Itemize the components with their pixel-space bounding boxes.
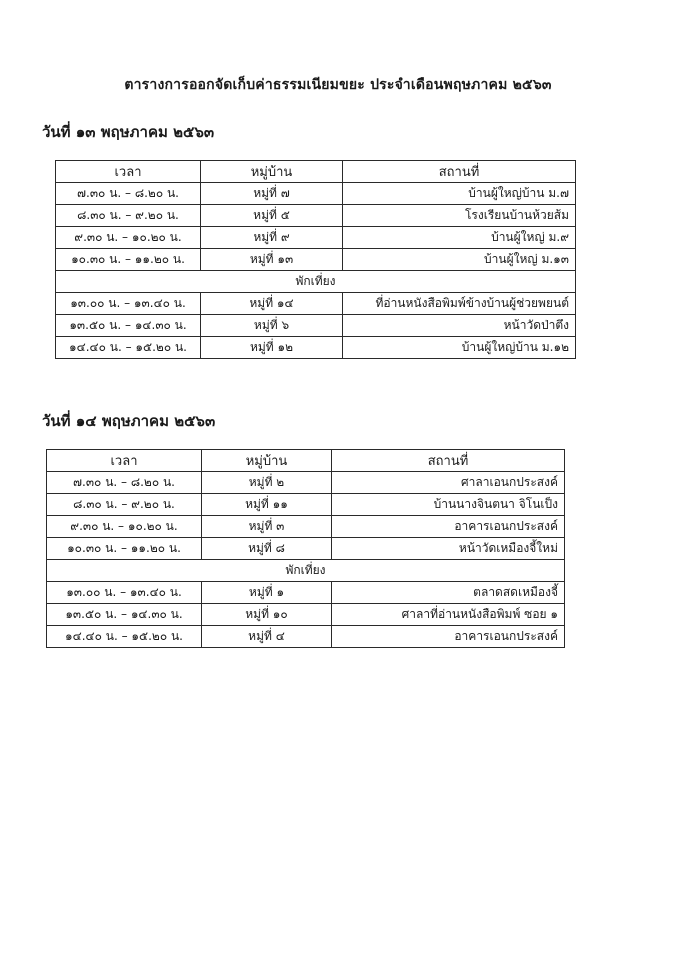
table-header-row xyxy=(56,161,576,183)
village-cell: หมู่ที่ ๑ xyxy=(202,582,332,604)
table-row xyxy=(47,582,565,604)
place-cell: บ้านผู้ใหญ่ ม.๙ xyxy=(343,227,576,249)
time-cell: ๑๔.๔๐ น. – ๑๕.๒๐ น. xyxy=(56,337,201,359)
village-cell: หมู่ที่ ๑๐ xyxy=(202,604,332,626)
place-cell: บ้านผู้ใหญ่บ้าน ม.๗ xyxy=(343,183,576,205)
table-body xyxy=(47,472,565,648)
time-cell: ๗.๓๐ น. – ๘.๒๐ น. xyxy=(56,183,201,205)
village-cell: หมู่ที่ ๕ xyxy=(201,205,343,227)
column-header-village: หมู่บ้าน xyxy=(202,450,332,472)
place-cell: ตลาดสดเหมืองจี้ xyxy=(332,582,565,604)
time-cell: ๑๐.๓๐ น. – ๑๑.๒๐ น. xyxy=(47,538,202,560)
time-cell: ๑๓.๕๐ น. – ๑๔.๓๐ น. xyxy=(47,604,202,626)
time-cell: ๙.๓๐ น. – ๑๐.๒๐ น. xyxy=(47,516,202,538)
time-cell: ๙.๓๐ น. – ๑๐.๒๐ น. xyxy=(56,227,201,249)
table-row xyxy=(56,205,576,227)
table-row xyxy=(56,227,576,249)
column-header-time: เวลา xyxy=(56,161,201,183)
time-cell: ๗.๓๐ น. – ๘.๒๐ น. xyxy=(47,472,202,494)
column-header-place: สถานที่ xyxy=(332,450,565,472)
village-cell: หมู่ที่ ๑๔ xyxy=(201,293,343,315)
schedule-table-day-14 xyxy=(46,449,565,648)
column-header-village: หมู่บ้าน xyxy=(201,161,343,183)
table-row xyxy=(47,494,565,516)
time-cell: ๘.๓๐ น. – ๙.๒๐ น. xyxy=(56,205,201,227)
lunch-break-row xyxy=(56,271,576,293)
village-cell: หมู่ที่ ๑๑ xyxy=(202,494,332,516)
lunch-break-label: พักเที่ยง xyxy=(56,271,576,293)
time-cell: ๘.๓๐ น. – ๙.๒๐ น. xyxy=(47,494,202,516)
place-cell: บ้านผู้ใหญ่ ม.๑๓ xyxy=(343,249,576,271)
place-cell: หน้าวัดเหมืองจี้ใหม่ xyxy=(332,538,565,560)
village-cell: หมู่ที่ ๘ xyxy=(202,538,332,560)
table-row xyxy=(47,538,565,560)
place-cell: ศาลาที่อ่านหนังสือพิมพ์ ซอย ๑ xyxy=(332,604,565,626)
place-cell: โรงเรียนบ้านห้วยส้ม xyxy=(343,205,576,227)
column-header-place: สถานที่ xyxy=(343,161,576,183)
day-heading: วันที่ ๑๓ พฤษภาคม ๒๕๖๓ xyxy=(42,123,215,141)
table-row xyxy=(56,183,576,205)
village-cell: หมู่ที่ ๑๒ xyxy=(201,337,343,359)
column-header-time: เวลา xyxy=(47,450,202,472)
table-header-row xyxy=(47,450,565,472)
day-heading: วันที่ ๑๔ พฤษภาคม ๒๕๖๓ xyxy=(42,412,216,430)
table-row xyxy=(47,626,565,648)
village-cell: หมู่ที่ ๓ xyxy=(202,516,332,538)
table-row xyxy=(47,604,565,626)
village-cell: หมู่ที่ ๑๓ xyxy=(201,249,343,271)
village-cell: หมู่ที่ ๗ xyxy=(201,183,343,205)
place-cell: บ้านผู้ใหญ่บ้าน ม.๑๒ xyxy=(343,337,576,359)
place-cell: บ้านนางจินตนา จิโนเป็ง xyxy=(332,494,565,516)
place-cell: อาคารเอนกประสงค์ xyxy=(332,516,565,538)
table-row xyxy=(47,516,565,538)
lunch-break-row xyxy=(47,560,565,582)
table-row xyxy=(56,315,576,337)
village-cell: หมู่ที่ ๙ xyxy=(201,227,343,249)
time-cell: ๑๔.๔๐ น. – ๑๕.๒๐ น. xyxy=(47,626,202,648)
place-cell: หน้าวัดป่าตึง xyxy=(343,315,576,337)
place-cell: อาคารเอนกประสงค์ xyxy=(332,626,565,648)
schedule-table-day-13 xyxy=(55,160,576,359)
place-cell: ศาลาเอนกประสงค์ xyxy=(332,472,565,494)
table-row xyxy=(56,249,576,271)
time-cell: ๑๓.๐๐ น. – ๑๓.๔๐ น. xyxy=(56,293,201,315)
lunch-break-label: พักเที่ยง xyxy=(47,560,565,582)
table-body xyxy=(56,183,576,359)
table-row xyxy=(56,337,576,359)
village-cell: หมู่ที่ ๖ xyxy=(201,315,343,337)
page-title: ตารางการออกจัดเก็บค่าธรรมเนียมขยะ ประจำเดือนพฤษภาคม ๒๕๖๓ xyxy=(124,77,552,93)
village-cell: หมู่ที่ ๔ xyxy=(202,626,332,648)
table-row xyxy=(47,472,565,494)
table-row xyxy=(56,293,576,315)
time-cell: ๑๓.๐๐ น. – ๑๓.๔๐ น. xyxy=(47,582,202,604)
time-cell: ๑๓.๕๐ น. – ๑๔.๓๐ น. xyxy=(56,315,201,337)
time-cell: ๑๐.๓๐ น. – ๑๑.๒๐ น. xyxy=(56,249,201,271)
village-cell: หมู่ที่ ๒ xyxy=(202,472,332,494)
place-cell: ที่อ่านหนังสือพิมพ์ข้างบ้านผู้ช่วยพยนต์ xyxy=(343,293,576,315)
